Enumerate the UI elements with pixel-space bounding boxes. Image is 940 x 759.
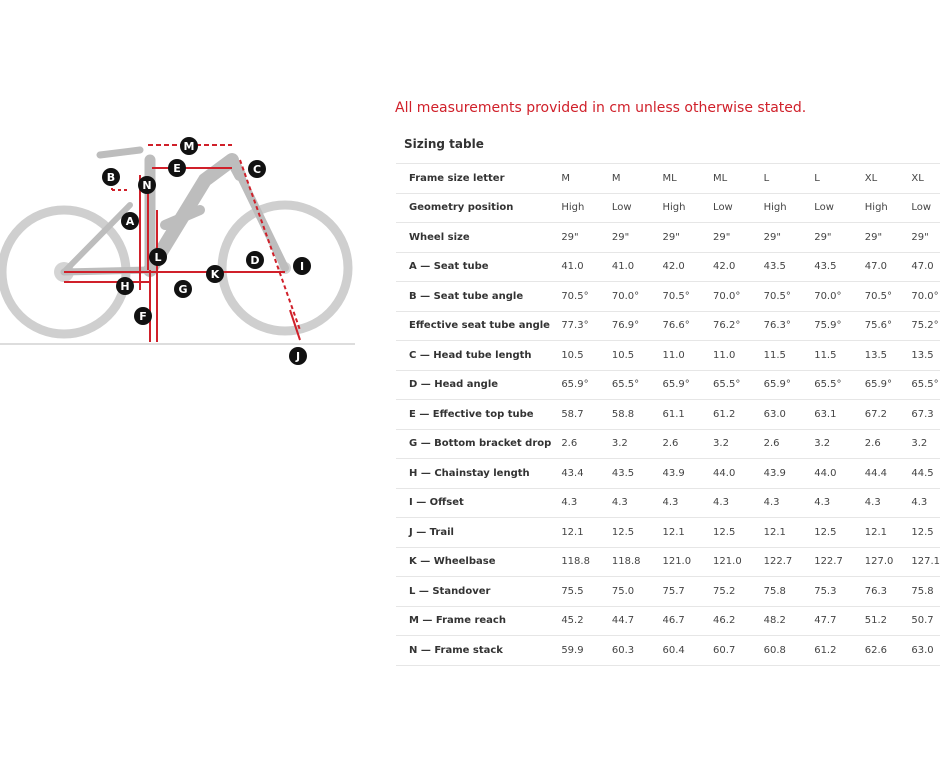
table-cell: High <box>652 193 703 223</box>
sizing-table <box>396 163 940 666</box>
table-cell: L <box>804 164 855 194</box>
table-cell: 76.3 <box>855 577 906 607</box>
svg-text:J: J <box>295 350 301 363</box>
table-cell: 4.3 <box>855 488 906 518</box>
table-cell: 43.5 <box>804 252 855 282</box>
marker-f <box>134 307 152 325</box>
svg-text:L: L <box>154 251 162 264</box>
table-cell: 12.1 <box>551 518 602 548</box>
table-cell: 75.8 <box>754 577 805 607</box>
table-cell: 3.2 <box>905 429 940 459</box>
table-row <box>396 429 940 459</box>
table-cell: 29" <box>652 223 703 253</box>
table-cell: 58.8 <box>602 400 653 430</box>
row-label: A — Seat tube <box>396 252 551 282</box>
table-cell: 65.5° <box>703 370 754 400</box>
table-cell: 44.5 <box>905 459 940 489</box>
table-cell: 2.6 <box>754 429 805 459</box>
row-label: D — Head angle <box>396 370 551 400</box>
table-cell: 70.5° <box>551 282 602 312</box>
table-cell: Low <box>905 193 940 223</box>
table-row <box>396 459 940 489</box>
units-notice: All measurements provided in cm unless otherwise stated. <box>395 100 807 116</box>
table-cell: 4.3 <box>804 488 855 518</box>
svg-text:K: K <box>210 268 220 281</box>
row-label: Wheel size <box>396 223 551 253</box>
row-label: Effective seat tube angle <box>396 311 551 341</box>
table-cell: 67.2 <box>855 400 906 430</box>
bike-geometry-diagram <box>0 120 360 380</box>
table-cell: 11.5 <box>804 341 855 371</box>
table-cell: 70.5° <box>855 282 906 312</box>
marker-d <box>246 251 264 269</box>
table-cell: 46.7 <box>652 606 703 636</box>
table-cell: 118.8 <box>602 547 653 577</box>
table-cell: 12.1 <box>855 518 906 548</box>
table-cell: 11.0 <box>703 341 754 371</box>
table-cell: High <box>551 193 602 223</box>
table-cell: 122.7 <box>804 547 855 577</box>
table-row <box>396 164 940 194</box>
table-cell: 62.6 <box>855 636 906 666</box>
table-title: Sizing table <box>404 137 484 151</box>
marker-j <box>289 347 307 365</box>
svg-text:M: M <box>183 140 195 153</box>
table-row <box>396 606 940 636</box>
table-cell: Low <box>703 193 754 223</box>
table-cell: 75.0 <box>602 577 653 607</box>
table-cell: 70.5° <box>754 282 805 312</box>
table-row <box>396 488 940 518</box>
table-row <box>396 252 940 282</box>
table-cell: 47.0 <box>855 252 906 282</box>
table-row <box>396 518 940 548</box>
table-cell: 65.5° <box>804 370 855 400</box>
table-cell: 42.0 <box>703 252 754 282</box>
table-cell: 43.9 <box>754 459 805 489</box>
row-label: C — Head tube length <box>396 341 551 371</box>
table-cell: 65.5° <box>602 370 653 400</box>
table-cell: 61.1 <box>652 400 703 430</box>
table-cell: ML <box>703 164 754 194</box>
table-cell: 65.9° <box>855 370 906 400</box>
table-cell: 60.7 <box>703 636 754 666</box>
table-cell: 4.3 <box>602 488 653 518</box>
table-cell: 3.2 <box>703 429 754 459</box>
table-cell: 29" <box>754 223 805 253</box>
table-row <box>396 223 940 253</box>
svg-text:E: E <box>173 162 181 175</box>
table-row <box>396 370 940 400</box>
table-cell: 51.2 <box>855 606 906 636</box>
table-cell: 61.2 <box>804 636 855 666</box>
row-label: Geometry position <box>396 193 551 223</box>
table-cell: 41.0 <box>551 252 602 282</box>
table-cell: 29" <box>602 223 653 253</box>
table-cell: 76.2° <box>703 311 754 341</box>
table-cell: Low <box>602 193 653 223</box>
svg-text:H: H <box>120 280 130 293</box>
table-cell: 122.7 <box>754 547 805 577</box>
row-label: M — Frame reach <box>396 606 551 636</box>
table-cell: 13.5 <box>905 341 940 371</box>
svg-text:B: B <box>106 171 116 184</box>
table-cell: 75.3 <box>804 577 855 607</box>
table-cell: 29" <box>855 223 906 253</box>
table-cell: 65.9° <box>754 370 805 400</box>
table-cell: L <box>754 164 805 194</box>
table-cell: 4.3 <box>652 488 703 518</box>
table-cell: XL <box>855 164 906 194</box>
table-cell: 11.0 <box>652 341 703 371</box>
table-cell: 11.5 <box>754 341 805 371</box>
table-cell: 67.3 <box>905 400 940 430</box>
table-cell: 63.0 <box>905 636 940 666</box>
table-cell: 10.5 <box>602 341 653 371</box>
table-cell: 12.1 <box>652 518 703 548</box>
table-cell: 29" <box>551 223 602 253</box>
table-cell: 43.4 <box>551 459 602 489</box>
row-label: G — Bottom bracket drop <box>396 429 551 459</box>
table-cell: 29" <box>804 223 855 253</box>
table-cell: 2.6 <box>652 429 703 459</box>
table-cell: 43.5 <box>754 252 805 282</box>
marker-e <box>168 159 186 177</box>
table-cell: 44.4 <box>855 459 906 489</box>
table-row <box>396 636 940 666</box>
table-cell: 4.3 <box>703 488 754 518</box>
table-cell: 118.8 <box>551 547 602 577</box>
row-label: I — Offset <box>396 488 551 518</box>
table-cell: 76.9° <box>602 311 653 341</box>
table-cell: 44.0 <box>804 459 855 489</box>
table-cell: 60.4 <box>652 636 703 666</box>
table-cell: 75.6° <box>855 311 906 341</box>
table-cell: 60.3 <box>602 636 653 666</box>
marker-g <box>174 280 192 298</box>
table-cell: 75.7 <box>652 577 703 607</box>
table-cell: 76.6° <box>652 311 703 341</box>
table-cell: 58.7 <box>551 400 602 430</box>
table-cell: High <box>855 193 906 223</box>
table-cell: 70.0° <box>804 282 855 312</box>
table-cell: 70.0° <box>703 282 754 312</box>
table-row <box>396 341 940 371</box>
table-cell: 70.0° <box>602 282 653 312</box>
table-cell: 43.9 <box>652 459 703 489</box>
row-label: K — Wheelbase <box>396 547 551 577</box>
marker-i <box>293 257 311 275</box>
svg-text:C: C <box>252 163 262 176</box>
table-cell: 65.9° <box>551 370 602 400</box>
table-cell: 48.2 <box>754 606 805 636</box>
table-cell: 41.0 <box>602 252 653 282</box>
table-row <box>396 311 940 341</box>
table-cell: XL <box>905 164 940 194</box>
table-cell: 50.7 <box>905 606 940 636</box>
table-row <box>396 193 940 223</box>
table-cell: High <box>754 193 805 223</box>
row-label: B — Seat tube angle <box>396 282 551 312</box>
table-cell: 2.6 <box>551 429 602 459</box>
svg-text:D: D <box>250 254 260 267</box>
table-cell: 70.5° <box>652 282 703 312</box>
table-cell: 61.2 <box>703 400 754 430</box>
table-cell: 13.5 <box>855 341 906 371</box>
marker-k <box>206 265 224 283</box>
table-row <box>396 282 940 312</box>
table-cell: 12.5 <box>804 518 855 548</box>
table-cell: 77.3° <box>551 311 602 341</box>
table-cell: 29" <box>905 223 940 253</box>
row-label: J — Trail <box>396 518 551 548</box>
table-cell: ML <box>652 164 703 194</box>
table-cell: 47.0 <box>905 252 940 282</box>
svg-text:N: N <box>142 179 152 192</box>
table-cell: 44.7 <box>602 606 653 636</box>
table-cell: 2.6 <box>855 429 906 459</box>
marker-l <box>149 248 167 266</box>
table-cell: 127.1 <box>905 547 940 577</box>
table-row <box>396 577 940 607</box>
table-cell: 43.5 <box>602 459 653 489</box>
table-cell: 45.2 <box>551 606 602 636</box>
row-label: E — Effective top tube <box>396 400 551 430</box>
table-cell: 127.0 <box>855 547 906 577</box>
table-cell: 75.5 <box>551 577 602 607</box>
table-row <box>396 400 940 430</box>
row-label: H — Chainstay length <box>396 459 551 489</box>
table-cell: 4.3 <box>905 488 940 518</box>
table-cell: 46.2 <box>703 606 754 636</box>
table-cell: 4.3 <box>551 488 602 518</box>
table-cell: 44.0 <box>703 459 754 489</box>
table-cell: 121.0 <box>652 547 703 577</box>
table-cell: Low <box>804 193 855 223</box>
table-cell: 3.2 <box>804 429 855 459</box>
table-cell: 60.8 <box>754 636 805 666</box>
table-cell: 75.2 <box>703 577 754 607</box>
table-cell: 63.0 <box>754 400 805 430</box>
table-cell: 75.9° <box>804 311 855 341</box>
table-cell: 75.2° <box>905 311 940 341</box>
row-label: N — Frame stack <box>396 636 551 666</box>
table-cell: 70.0° <box>905 282 940 312</box>
marker-n <box>138 176 156 194</box>
svg-text:F: F <box>139 310 147 323</box>
table-cell: M <box>551 164 602 194</box>
svg-text:G: G <box>178 283 188 296</box>
table-cell: 63.1 <box>804 400 855 430</box>
table-cell: 65.9° <box>652 370 703 400</box>
table-cell: 75.8 <box>905 577 940 607</box>
marker-a <box>121 212 139 230</box>
marker-m <box>180 137 198 155</box>
svg-text:A: A <box>125 215 135 228</box>
row-label: L — Standover <box>396 577 551 607</box>
table-cell: 12.5 <box>602 518 653 548</box>
marker-c <box>248 160 266 178</box>
marker-h <box>116 277 134 295</box>
table-cell: 59.9 <box>551 636 602 666</box>
table-cell: 12.1 <box>754 518 805 548</box>
table-cell: 12.5 <box>703 518 754 548</box>
table-cell: M <box>602 164 653 194</box>
table-cell: 29" <box>703 223 754 253</box>
sizing-table-body <box>396 164 940 666</box>
table-cell: 65.5° <box>905 370 940 400</box>
table-cell: 12.5 <box>905 518 940 548</box>
row-label: Frame size letter <box>396 164 551 194</box>
table-cell: 121.0 <box>703 547 754 577</box>
svg-text:I: I <box>299 260 305 273</box>
table-cell: 47.7 <box>804 606 855 636</box>
table-cell: 76.3° <box>754 311 805 341</box>
table-cell: 3.2 <box>602 429 653 459</box>
marker-b <box>102 168 120 186</box>
table-row <box>396 547 940 577</box>
table-cell: 42.0 <box>652 252 703 282</box>
table-cell: 10.5 <box>551 341 602 371</box>
table-cell: 4.3 <box>754 488 805 518</box>
